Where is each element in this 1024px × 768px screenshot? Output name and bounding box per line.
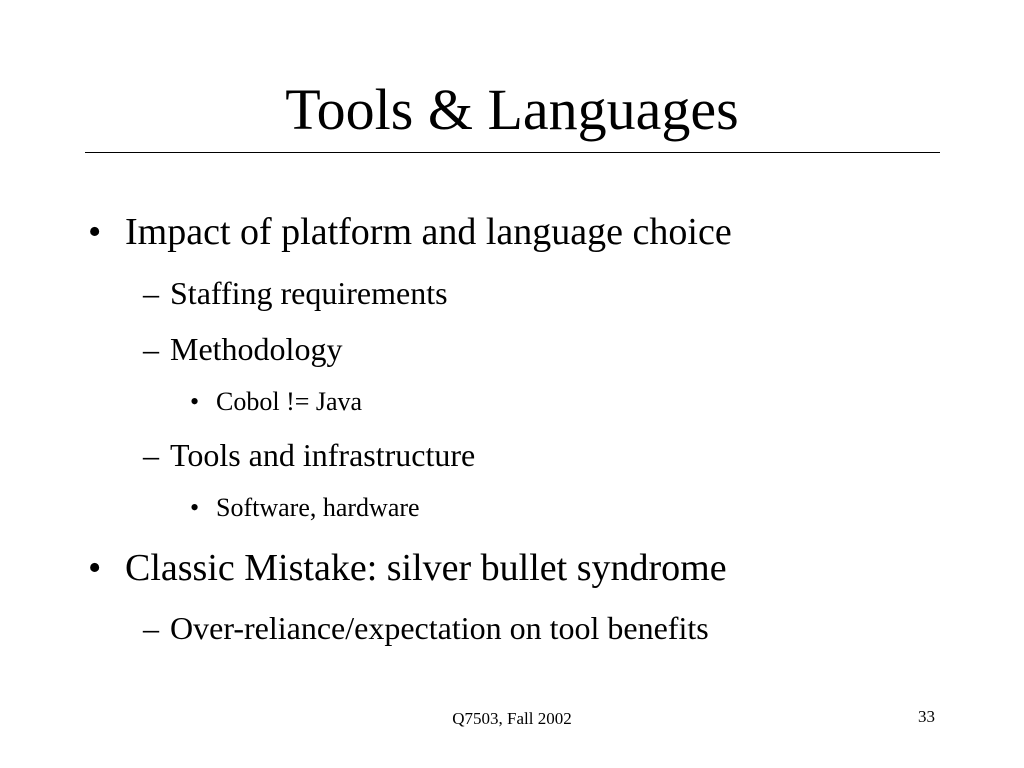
sub-bullet-text: Staffing requirements bbox=[170, 275, 448, 311]
title-divider bbox=[85, 152, 940, 153]
sub-bullet-text: Methodology bbox=[170, 331, 343, 367]
bullet-text: Impact of platform and language choice bbox=[125, 211, 732, 253]
bullet-marker: • bbox=[88, 547, 102, 589]
bullet-marker: • bbox=[88, 211, 102, 253]
dash-marker: – bbox=[143, 610, 159, 646]
footer-course: Q7503, Fall 2002 bbox=[452, 709, 572, 728]
bullet-marker: • bbox=[190, 387, 200, 416]
page-number: 33 bbox=[918, 707, 935, 726]
sub-bullet-text: Tools and infrastructure bbox=[170, 437, 476, 473]
sub-bullet-text: Over-reliance/expectation on tool benefits bbox=[170, 610, 709, 646]
sub-sub-bullet-text: Software, hardware bbox=[216, 493, 420, 522]
dash-marker: – bbox=[143, 437, 159, 473]
sub-sub-bullet-text: Cobol != Java bbox=[216, 387, 363, 416]
dash-marker: – bbox=[143, 331, 159, 367]
slide-title: Tools & Languages bbox=[285, 77, 739, 142]
dash-marker: – bbox=[143, 275, 159, 311]
bullet-marker: • bbox=[190, 493, 200, 522]
bullet-text: Classic Mistake: silver bullet syndrome bbox=[125, 547, 727, 589]
